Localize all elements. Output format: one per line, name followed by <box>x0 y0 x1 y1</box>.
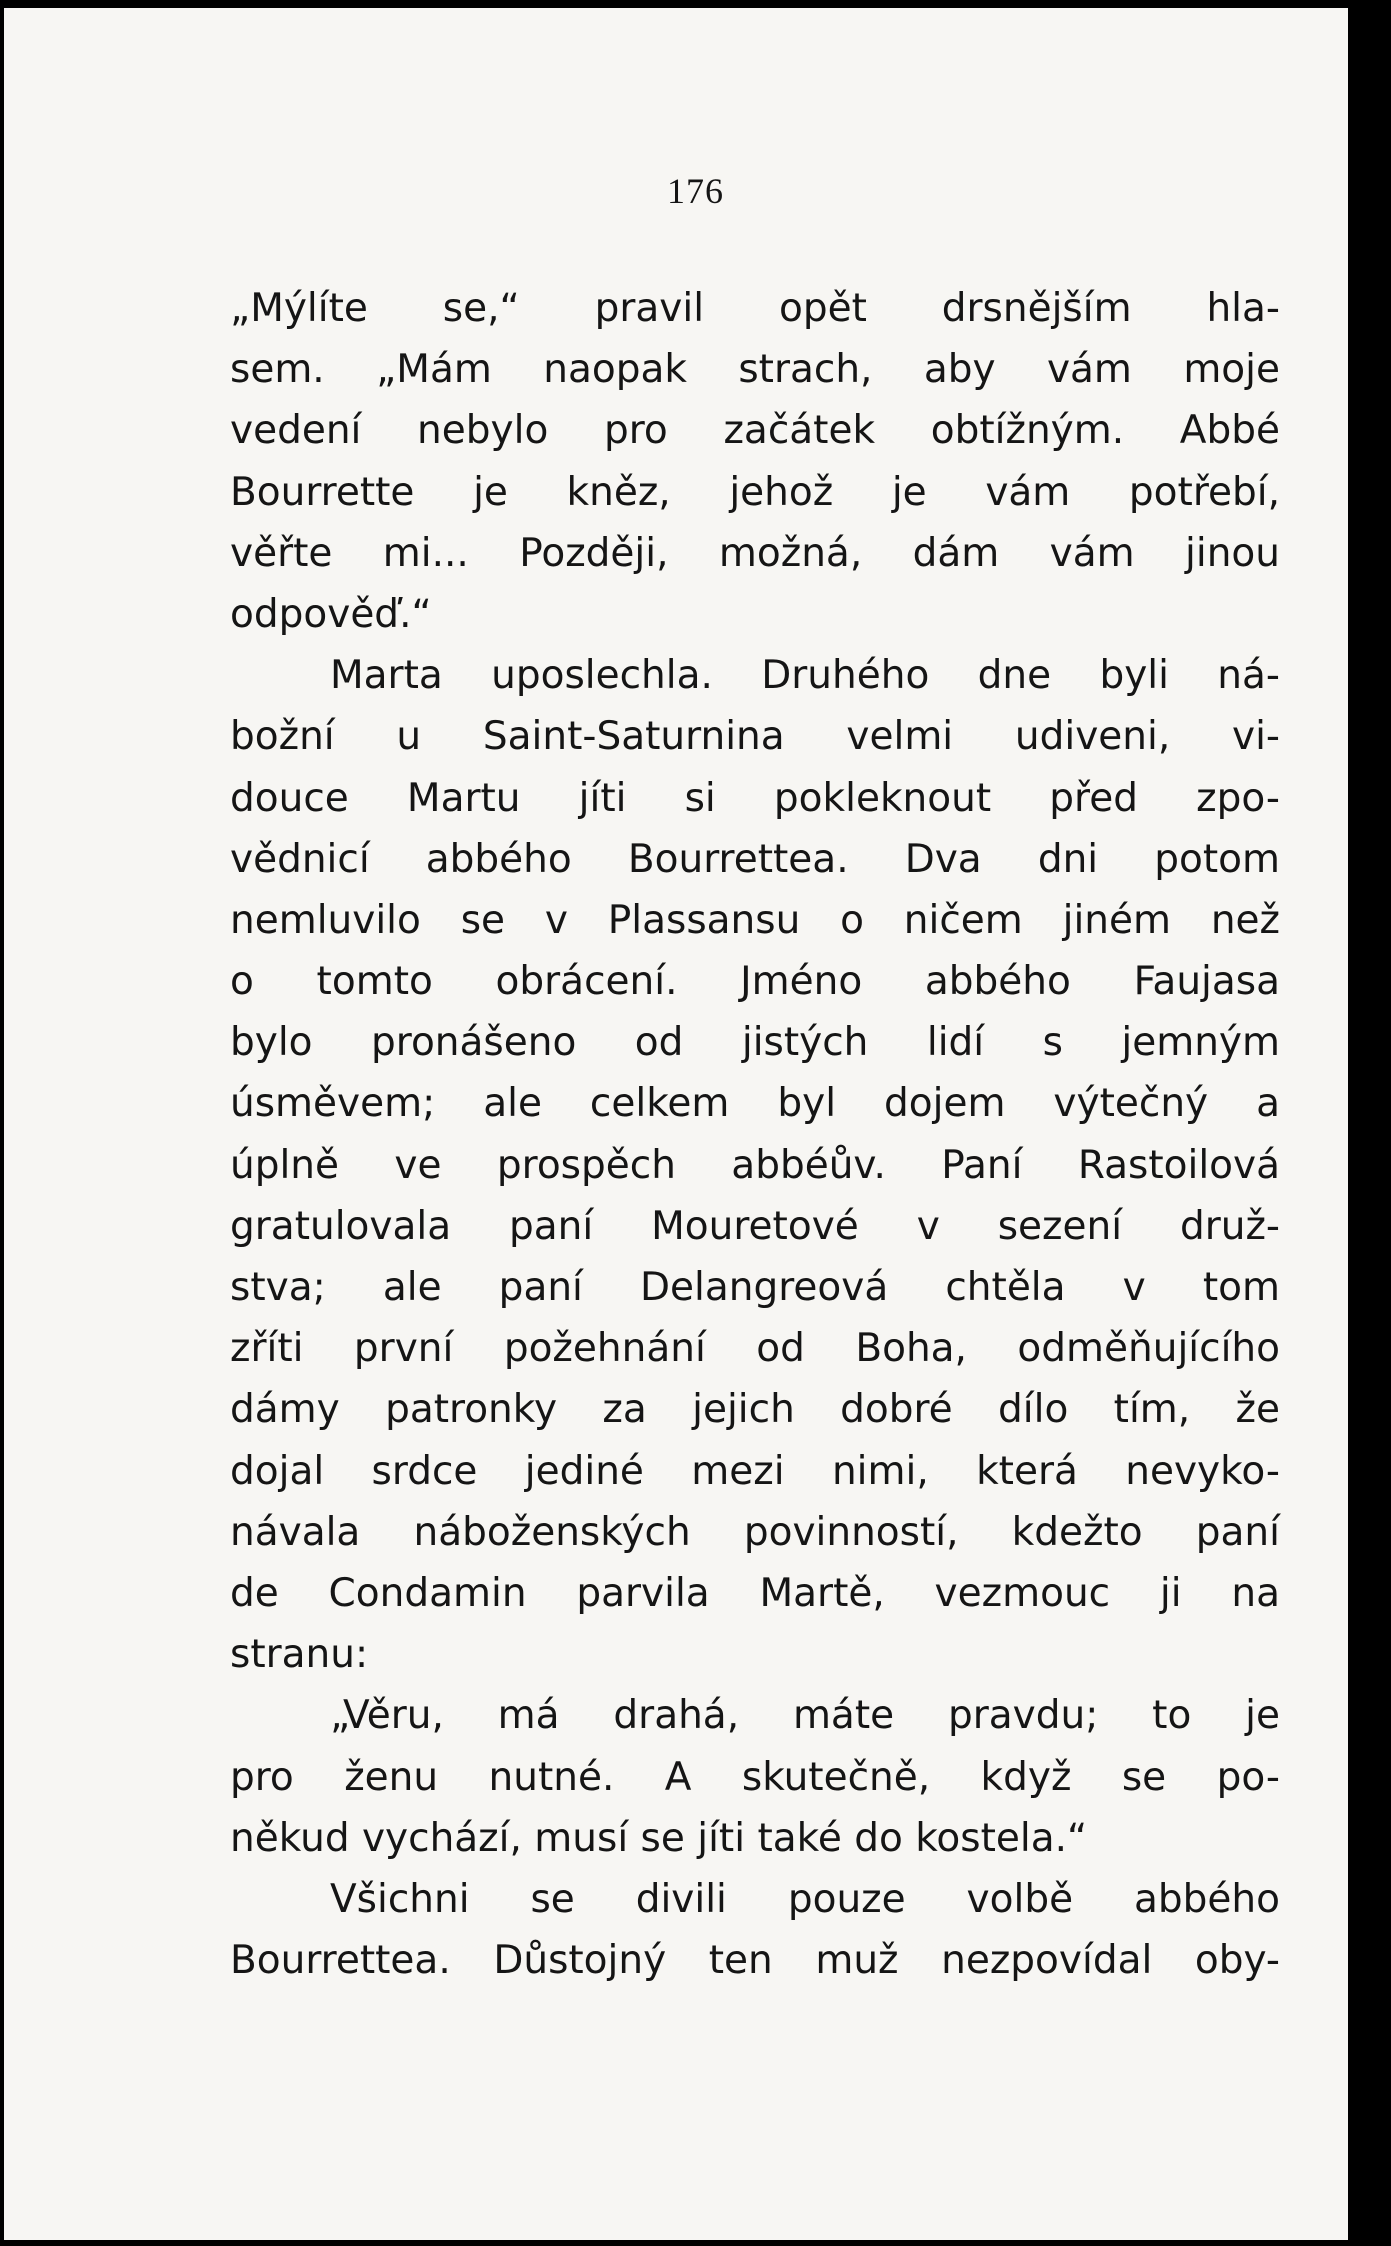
text-line: nemluvilo se v Plassansu o ničem jiném než <box>230 897 1280 943</box>
text-line: Marta uposlechla. Druhého dne byli ná- <box>330 653 1280 699</box>
text-line: de Condamin parvila Martě, vezmouc ji na <box>230 1570 1280 1616</box>
text-line: zříti první požehnání od Boha, odměňujícího <box>230 1326 1280 1372</box>
text-line: gratulovala paní Mouretové v sezení druž- <box>230 1203 1280 1249</box>
page-number: 176 <box>667 171 724 211</box>
text-line: „Mýlíte se,“ pravil opět drsnějším hla- <box>230 286 1280 331</box>
scan-border <box>1348 0 1391 2246</box>
text-line: Bourrettea. Důstojný ten muž nezpovídal oby- <box>230 1938 1280 1984</box>
text-line: sem. „Mám naopak strach, aby vám moje <box>230 347 1280 393</box>
text-line: úsměvem; ale celkem byl dojem výtečný a <box>230 1081 1280 1127</box>
text-line: návala náboženských povinností, kdežto paní <box>230 1509 1280 1555</box>
text-line: o tomto obrácení. Jméno abbého Faujasa <box>230 959 1280 1005</box>
text-line: stranu: <box>230 1632 369 1678</box>
text-line: věřte mi... Později, možná, dám vám jinou <box>230 530 1280 576</box>
text-line: stva; ale paní Delangreová chtěla v tom <box>230 1265 1280 1310</box>
text-line: Bourrette je kněz, jehož je vám potřebí, <box>230 469 1280 515</box>
text-line: vědnicí abbého Bourrettea. Dva dni potom <box>230 836 1280 882</box>
text-line: „Věru, má drahá, máte pravdu; to je <box>330 1693 1280 1739</box>
text-line: dámy patronky za jejich dobré dílo tím, že <box>230 1387 1280 1433</box>
text-line: odpověď.“ <box>230 591 432 637</box>
text-line: vedení nebylo pro začátek obtížným. Abbé <box>230 408 1280 454</box>
text-line: pro ženu nutné. A skutečně, když se po- <box>230 1754 1280 1800</box>
text-line: bylo pronášeno od jistých lidí s jemným <box>230 1020 1280 1066</box>
text-line: dojal srdce jediné mezi nimi, která nevyko- <box>230 1448 1280 1494</box>
text-line: douce Martu jíti si pokleknout před zpo- <box>230 775 1280 821</box>
body-text <box>230 278 1280 1991</box>
text-line: někud vychází, musí se jíti také do kostela.“ <box>230 1815 1088 1861</box>
text-line: úplně ve prospěch abbéův. Paní Rastoilová <box>230 1142 1280 1188</box>
text-line: božní u Saint-Saturnina velmi udiveni, vi- <box>230 714 1280 760</box>
text-line: Všichni se divili pouze volbě abbého <box>330 1876 1280 1922</box>
